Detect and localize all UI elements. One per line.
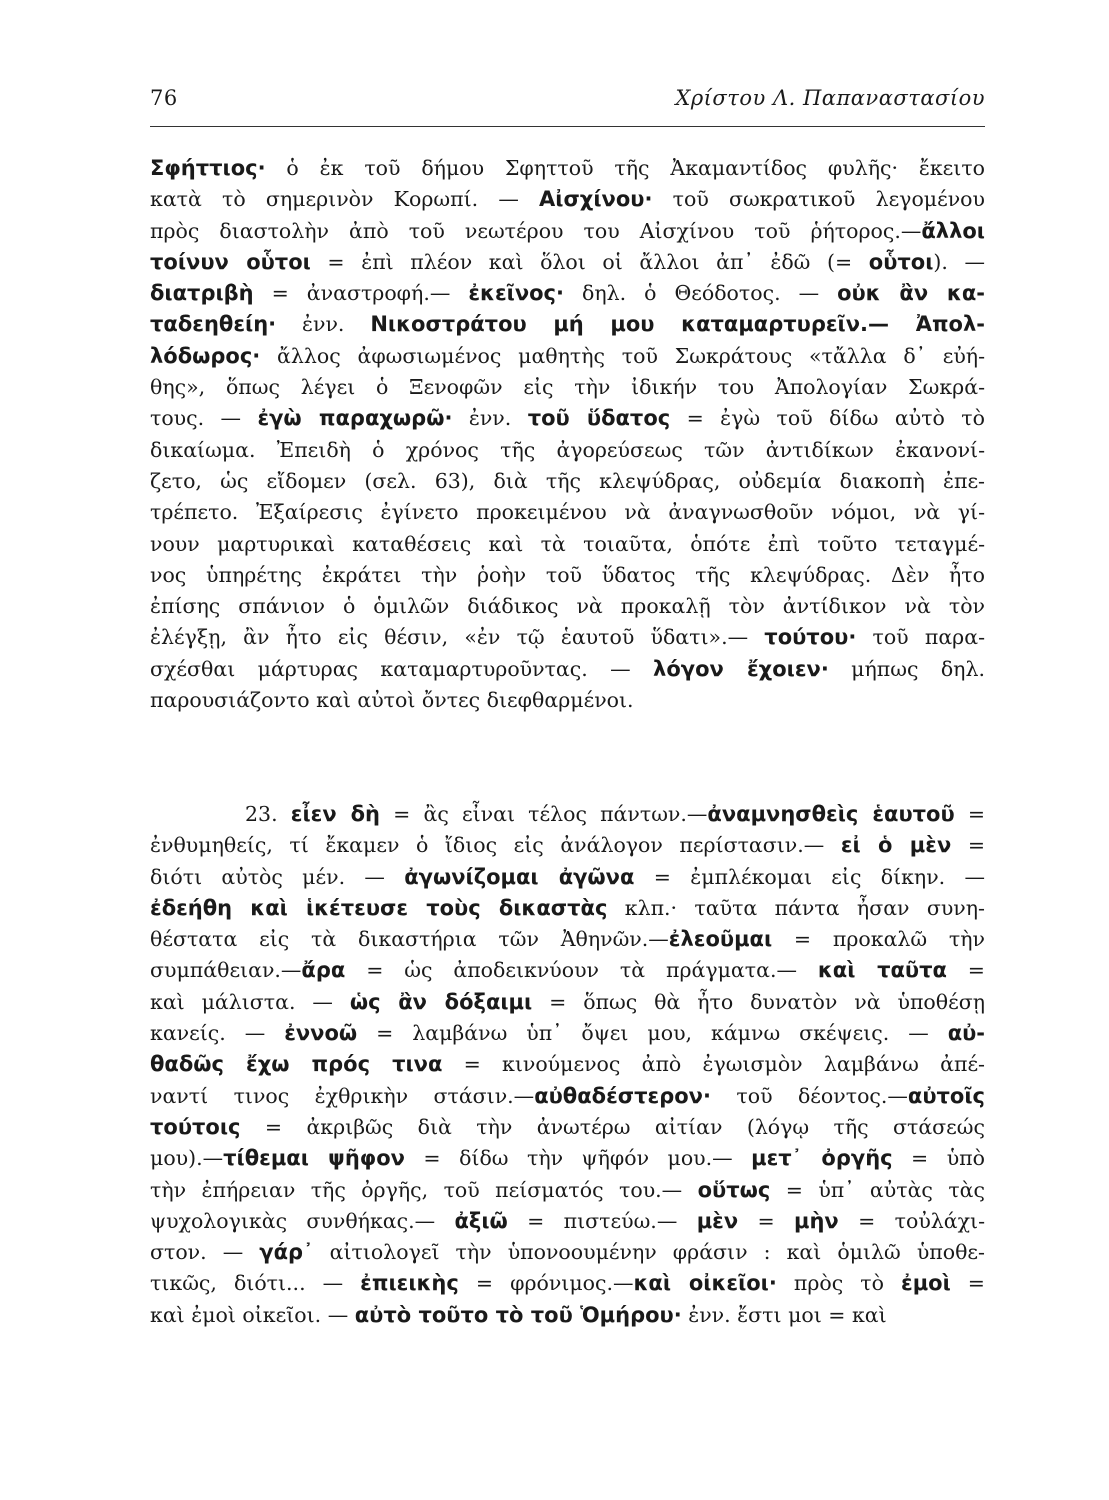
- text-line: [150, 987, 985, 1018]
- gloss-text: καὶ ἐμοὶ οἰκεῖοι. —: [150, 1302, 355, 1327]
- gloss-text: =: [954, 802, 985, 826]
- header-rule: [150, 126, 985, 127]
- gloss-text: πρὸς τὸ: [776, 1271, 901, 1296]
- lemma-bold: αὐθαδέστερον·: [534, 1083, 711, 1108]
- lemma-bold: ἐννοῶ: [284, 1021, 358, 1046]
- lemma-bold: τίθεμαι ψῆφον: [223, 1146, 405, 1171]
- gloss-text: νος ὑπηρέτης ἐκράτει τὴν ῥοὴν τοῦ ὕδατος τῆς κλεψύδρας. Δὲν ἦτο: [150, 562, 985, 587]
- gloss-text: πρὸς διαστολὴν ἀπὸ τοῦ νεωτέρου του Αἰσχίνου τοῦ ῥήτορος.—: [150, 218, 922, 243]
- gloss-text: =: [950, 1271, 985, 1296]
- text-line: [150, 529, 985, 560]
- running-title: Χρίστου Λ. Παπαναστασίου: [675, 86, 985, 110]
- lemma-bold: θαδῶς ἔχω πρός τινα: [150, 1052, 443, 1077]
- gloss-text: = τοὐλάχι-: [838, 1208, 986, 1233]
- lemma-bold: εἰ ὁ μὲν: [840, 833, 952, 858]
- commentary-paragraph-1: [150, 153, 985, 716]
- text-line: [150, 435, 985, 466]
- gloss-text: = προκαλῶ τὴν: [772, 927, 986, 952]
- gloss-text: μήπως δηλ.: [828, 656, 985, 681]
- gloss-text: = λαμβάνω ὑπ᾽ ὄψει μου, κάμνω σκέψεις. —: [357, 1021, 948, 1046]
- gloss-text: ἐλέγξῃ, ἂν ἦτο εἰς θέσιν, «ἐν τῷ ἑαυτοῦ ὕδατι».—: [150, 625, 765, 650]
- text-line: [150, 372, 985, 403]
- lemma-bold: λόδωρος·: [150, 343, 261, 368]
- lemma-bold: αὐ-: [947, 1021, 986, 1046]
- gloss-text: τοῦ δέοντος.—: [710, 1083, 908, 1108]
- gloss-text: = ἐγὼ τοῦ δίδω αὐτὸ τὸ: [670, 406, 985, 431]
- gloss-text: =: [951, 833, 985, 858]
- gloss-text: = ἀναστροφή.—: [253, 281, 469, 306]
- text-line: [150, 1112, 985, 1143]
- text-line: [150, 278, 985, 309]
- lemma-bold: ἄρα: [301, 958, 346, 983]
- lemma-bold: ἐδεήθη καὶ ἱκέτευσε τοὺς δικαστὰς: [150, 895, 608, 920]
- gloss-text: τοῦ παρα-: [856, 625, 985, 650]
- lemma-bold: μὲν: [696, 1208, 739, 1233]
- gloss-text: ὁ ἐκ τοῦ δήμου Σφηττοῦ τῆς Ἀκαμαντίδος φυλῆς· ἔκειτο: [265, 156, 985, 180]
- lemma-bold: ἐπιεικὴς: [360, 1271, 459, 1296]
- gloss-text: = ἂς εἶναι τέλος πάντων.—: [379, 802, 708, 826]
- gloss-text: ζετο, ὡς εἴδομεν (σελ. 63), διὰ τῆς κλεψύδρας, οὐδεμία διακοπὴ ἐπε-: [150, 468, 985, 493]
- text-line: [150, 862, 985, 893]
- text-line: [150, 685, 985, 716]
- gloss-text: τρέπετο. Ἐξαίρεσις ἐγίνετο προκειμένου νὰ ἀναγνωσθοῦν νόμοι, νὰ γί-: [150, 500, 985, 525]
- text-line: [150, 247, 985, 278]
- lemma-bold: ἀξιῶ: [454, 1208, 508, 1233]
- text-line: [150, 1300, 985, 1331]
- text-line: [150, 341, 985, 372]
- gloss-text: = ὑπὸ: [892, 1146, 985, 1171]
- lemma-bold: τούτοις: [150, 1114, 241, 1139]
- gloss-text: =: [946, 958, 985, 983]
- gloss-text: = ἐμπλέκομαι εἰς δίκην. —: [634, 864, 985, 889]
- gloss-text: ἐνν.: [276, 312, 371, 337]
- gloss-text: σχέσθαι μάρτυρας καταμαρτυροῦντας. —: [150, 656, 654, 681]
- lemma-bold: γάρ᾽: [259, 1240, 314, 1265]
- lemma-bold: ἐμοὶ: [901, 1271, 951, 1296]
- gloss-text: θης», ὅπως λέγει ὁ Ξενοφῶν εἰς τὴν ἰδικήν του Ἀπολογίαν Σωκρά-: [150, 375, 985, 400]
- lemma-bold: οὗτοι: [868, 249, 934, 274]
- text-line: [150, 654, 985, 685]
- lemma-bold: ἐκεῖνος·: [468, 281, 564, 306]
- gloss-text: = ὅπως θὰ ἦτο δυνατὸν νὰ ὑποθέσῃ: [532, 989, 985, 1014]
- gloss-text: ἐνν. ἔστι μοι = καὶ: [681, 1302, 887, 1327]
- text-line: [150, 893, 985, 924]
- gloss-text: στον. —: [150, 1240, 260, 1265]
- lemma-bold: οὐκ ἂν κα-: [837, 281, 985, 306]
- gloss-text: = ὑπ᾽ αὐτὰς τὰς: [770, 1177, 985, 1202]
- text-line: [150, 1175, 985, 1206]
- lemma-bold: αὐτὸ τοῦτο τὸ τοῦ Ὁμήρου·: [354, 1302, 682, 1327]
- gloss-text: νουν μαρτυρικαὶ καταθέσεις καὶ τὰ τοιαῦτα, ὁπότε ἐπὶ τοῦτο τεταγμέ-: [150, 531, 985, 556]
- text-line: [150, 955, 985, 986]
- gloss-text: δηλ. ὁ Θεόδοτος. —: [563, 281, 838, 306]
- text-line: [150, 799, 985, 830]
- text-line: [150, 216, 985, 247]
- lemma-bold: ταδεηθείη·: [150, 312, 277, 337]
- gloss-text: τὴν ἐπήρειαν τῆς ὀργῆς, τοῦ πείσματός του.—: [150, 1177, 698, 1202]
- gloss-text: = δίδω τὴν ψῆφόν μου.—: [404, 1146, 752, 1171]
- lemma-bold: καὶ ταῦτα: [817, 958, 947, 983]
- gloss-text: 23.: [245, 802, 291, 826]
- text-line: [150, 1081, 985, 1112]
- text-line: [150, 1018, 985, 1049]
- gloss-text: = πιστεύω.—: [507, 1208, 697, 1233]
- lemma-bold: Αἰσχίνου·: [539, 187, 653, 212]
- gloss-text: ). —: [933, 249, 986, 274]
- text-line: [150, 466, 985, 497]
- text-line: [150, 591, 985, 622]
- text-line: [150, 309, 985, 340]
- gloss-text: διότι αὐτὸς μέν. —: [150, 864, 405, 889]
- lemma-bold: μὴν: [794, 1208, 839, 1233]
- gloss-text: = ἀκριβῶς διὰ τὴν ἀνωτέρω αἰτίαν (λόγῳ τῆς στάσεώς: [240, 1114, 985, 1139]
- lemma-bold: οὕτως: [697, 1177, 771, 1202]
- commentary-paragraph-2: [150, 799, 985, 1331]
- lemma-bold: αὐτοῖς: [907, 1083, 985, 1108]
- text-line: [150, 1143, 985, 1174]
- lemma-bold: τοίνυν οὗτοι: [150, 249, 311, 274]
- text-line: [150, 497, 985, 528]
- lemma-bold: ὡς ἂν δόξαιμι: [349, 989, 533, 1014]
- gloss-text: μου).—: [150, 1146, 224, 1171]
- lemma-bold: λόγον ἔχοιεν·: [653, 656, 829, 681]
- text-line: [150, 1237, 985, 1268]
- lemma-bold: τοῦ ὕδατος: [527, 406, 671, 431]
- gloss-text: ἐνθυμηθείς, τί ἔκαμεν ὁ ἴδιος εἰς ἀνάλογον περίστασιν.—: [150, 833, 841, 858]
- gloss-text: ἐπίσης σπάνιον ὁ ὁμιλῶν διάδικος νὰ προκαλῇ τὸν ἀντίδικον νὰ τὸν: [150, 594, 985, 619]
- text-line: [150, 924, 985, 955]
- gloss-text: = ὡς ἀποδεικνύουν τὰ πράγματα.—: [345, 958, 818, 983]
- lemma-bold: εἶεν δὴ: [290, 802, 380, 826]
- page-number: 76: [150, 86, 178, 110]
- lemma-bold: Σφήττιος·: [150, 156, 266, 180]
- gloss-text: κανείς. —: [150, 1021, 285, 1046]
- gloss-text: παρουσιάζοντο καὶ αὐτοὶ ὄντες διεφθαρμένοι.: [150, 688, 634, 713]
- gloss-text: = ἐπὶ πλέον καὶ ὅλοι οἱ ἄλλοι ἀπ᾽ ἐδῶ (=: [310, 249, 869, 274]
- lemma-bold: ἄλλοι: [921, 218, 985, 243]
- gloss-text: αἰτιολογεῖ τὴν ὑπονοουμένην φράσιν : καὶ ὁμιλῶ ὑποθε-: [313, 1240, 985, 1265]
- text-line: [150, 403, 985, 434]
- gloss-text: ἐνν.: [452, 406, 528, 431]
- lemma-bold: μετ᾽ ὀργῆς: [751, 1146, 893, 1171]
- gloss-text: καὶ μάλιστα. —: [150, 989, 350, 1014]
- lemma-bold: ἐγὼ παραχωρῶ·: [257, 406, 453, 431]
- gloss-text: κατὰ τὸ σημερινὸν Κορωπί. —: [150, 187, 540, 212]
- lemma-bold: ἀγωνίζομαι ἀγῶνα: [404, 864, 635, 889]
- gloss-text: θέστατα εἰς τὰ δικαστήρια τῶν Ἀθηνῶν.—: [150, 927, 669, 952]
- gloss-text: ψυχολογικὰς συνθήκας.—: [150, 1208, 455, 1233]
- gloss-text: ναντί τινος ἐχθρικὴν στάσιν.—: [150, 1083, 535, 1108]
- text-line: [150, 1049, 985, 1080]
- text-line: [150, 830, 985, 861]
- text-line: [150, 1268, 985, 1299]
- gloss-text: ἄλλος ἀφωσιωμένος μαθητὴς τοῦ Σωκράτους «τἄλλα δ᾽ εὐή-: [260, 343, 985, 368]
- gloss-text: δικαίωμα. Ἐπειδὴ ὁ χρόνος τῆς ἀγορεύσεως τῶν ἀντιδίκων ἐκανονί-: [150, 437, 985, 462]
- text-line: [150, 153, 985, 184]
- lemma-bold: διατριβὴ: [150, 281, 254, 306]
- gloss-text: τους. —: [150, 406, 258, 431]
- lemma-bold: ἀναμνησθεὶς ἑαυτοῦ: [707, 802, 955, 826]
- gloss-text: κλπ.· ταῦτα πάντα ἦσαν συνη-: [607, 895, 985, 920]
- text-line: [150, 184, 985, 215]
- gloss-text: =: [738, 1208, 795, 1233]
- lemma-bold: τούτου·: [764, 625, 857, 650]
- gloss-text: = φρόνιμος.—: [458, 1271, 634, 1296]
- text-line: [150, 622, 985, 653]
- text-line: [150, 560, 985, 591]
- gloss-text: τικῶς, διότι... —: [150, 1271, 361, 1296]
- lemma-bold: ἐλεοῦμαι: [668, 927, 773, 952]
- gloss-text: = κινούμενος ἀπὸ ἐγωισμὸν λαμβάνω ἀπέ-: [442, 1052, 985, 1077]
- gloss-text: τοῦ σωκρατικοῦ λεγομένου: [652, 187, 985, 212]
- text-line: [150, 1206, 985, 1237]
- lemma-bold: Νικοστράτου μή μου καταμαρτυρεῖν.— Ἀπολ-: [370, 312, 985, 337]
- gloss-text: συμπάθειαν.—: [150, 958, 302, 983]
- lemma-bold: καὶ οἰκεῖοι·: [633, 1271, 777, 1296]
